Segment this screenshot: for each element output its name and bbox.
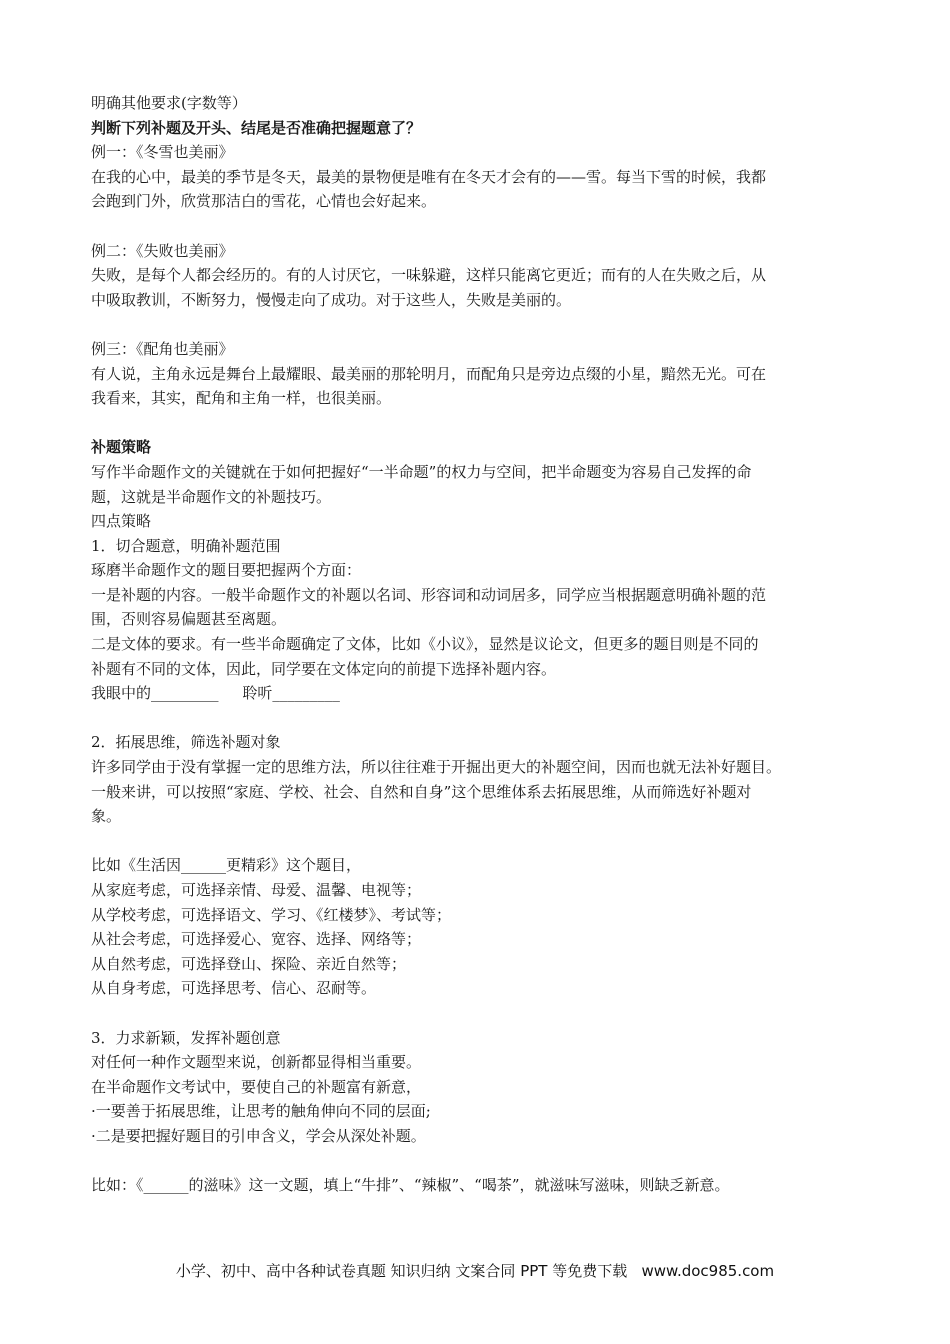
- text-line: 一般来讲，可以按照“家庭、学校、社会、自然和自身”这个思维体系去拓展思维，从而筛选好补题对: [91, 782, 752, 801]
- text-line: 围，否则容易偏题甚至离题。: [91, 610, 287, 629]
- strategy-title: 1．切合题意，明确补题范围: [91, 536, 281, 555]
- text-line: 在半命题作文考试中，要使自己的补题富有新意，: [91, 1077, 422, 1096]
- example-title: 例三：《配角也美丽》: [91, 339, 234, 358]
- text-line: 从自身考虑，可选择思考、信心、忍耐等。: [91, 979, 377, 998]
- text-line: 从社会考虑，可选择爱心、宽容、选择、网络等；: [91, 930, 422, 949]
- question-heading: 判断下列补题及开头、结尾是否准确把握题意了？: [91, 118, 422, 137]
- text-line: 我看来，其实，配角和主角一样，也很美丽。: [91, 389, 392, 408]
- text-line: 一是补题的内容。一般半命题作文的补题以名词、形容词和动词居多，同学应当根据题意明确补题的范: [91, 585, 767, 604]
- text-line: ·二是要把握好题目的引申含义，学会从深处补题。: [91, 1126, 426, 1145]
- text-line: 失败，是每个人都会经历的。有的人讨厌它，一味躲避，这样只能离它更近；而有的人在失败之后，从: [91, 266, 767, 285]
- text-line: 对任何一种作文题型来说，创新都显得相当重要。: [91, 1053, 422, 1072]
- text-line: 从学校考虑，可选择语文、学习、《红楼梦》、考试等；: [91, 905, 452, 924]
- document-body: [91, 91, 861, 1198]
- text-line: 比如：《______的滋味》这一文题，填上“牛排”、“辣椒”、“喝茶”，就滋味写滋味，则缺乏新意。: [91, 1176, 730, 1195]
- strategy-title: 2．拓展思维，筛选补题对象: [91, 733, 281, 752]
- example-title: 例一：《冬雪也美丽》: [91, 143, 234, 162]
- example-title: 例二：《失败也美丽》: [91, 241, 234, 260]
- text-line: 二是文体的要求。有一些半命题确定了文体，比如《小议》，显然是议论文，但更多的题目则是不同的: [91, 635, 759, 654]
- section-heading: 补题策略: [91, 438, 152, 457]
- text-line: 有人说，主角永远是舞台上最耀眼、最美丽的那轮明月，而配角只是旁边点缀的小星，黯然无光。可在: [91, 364, 767, 383]
- text-line: 琢磨半命题作文的题目要把握两个方面：: [91, 561, 362, 580]
- text-line: 从自然考虑，可选择登山、探险、亲近自然等；: [91, 954, 407, 973]
- text-line: 从家庭考虑，可选择亲情、母爱、温馨、电视等；: [91, 881, 422, 899]
- page-footer: 小学、初中、高中各种试卷真题 知识归纳 文案合同 PPT 等免费下载 www.doc985.com: [175, 1262, 775, 1280]
- text-line: 我眼中的_________ 聆听_________: [91, 684, 340, 703]
- text-line: 补题有不同的文体，因此，同学要在文体定向的前提下选择补题内容。: [91, 659, 557, 678]
- text-line: 中吸取教训，不断努力，慢慢走向了成功。对于这些人，失败是美丽的。: [91, 290, 572, 309]
- text-line: 明确其他要求(字数等）: [91, 94, 247, 112]
- text-line: 许多同学由于没有掌握一定的思维方法，所以往往难于开掘出更大的补题空间，因而也就无法补好题目。: [91, 758, 782, 777]
- text-line: 会跑到门外，欣赏那洁白的雪花，心情也会好起来。: [91, 192, 437, 211]
- text-line: ·一要善于拓展思维，让思考的触角伸向不同的层面;: [91, 1102, 431, 1121]
- text-line: 比如《生活因______更精彩》这个题目，: [91, 856, 362, 875]
- strategy-title: 3．力求新颖，发挥补题创意: [91, 1028, 281, 1047]
- text-line: 在我的心中，最美的季节是冬天，最美的景物便是唯有在冬天才会有的——雪。每当下雪的时候，我都: [91, 167, 767, 186]
- text-line: 象。: [91, 807, 122, 826]
- subsection-title: 四点策略: [91, 512, 152, 531]
- text-line: 题，这就是半命题作文的补题技巧。: [91, 487, 332, 506]
- text-line: 写作半命题作文的关键就在于如何把握好“一半命题”的权力与空间，把半命题变为容易自己发挥的命: [91, 462, 752, 481]
